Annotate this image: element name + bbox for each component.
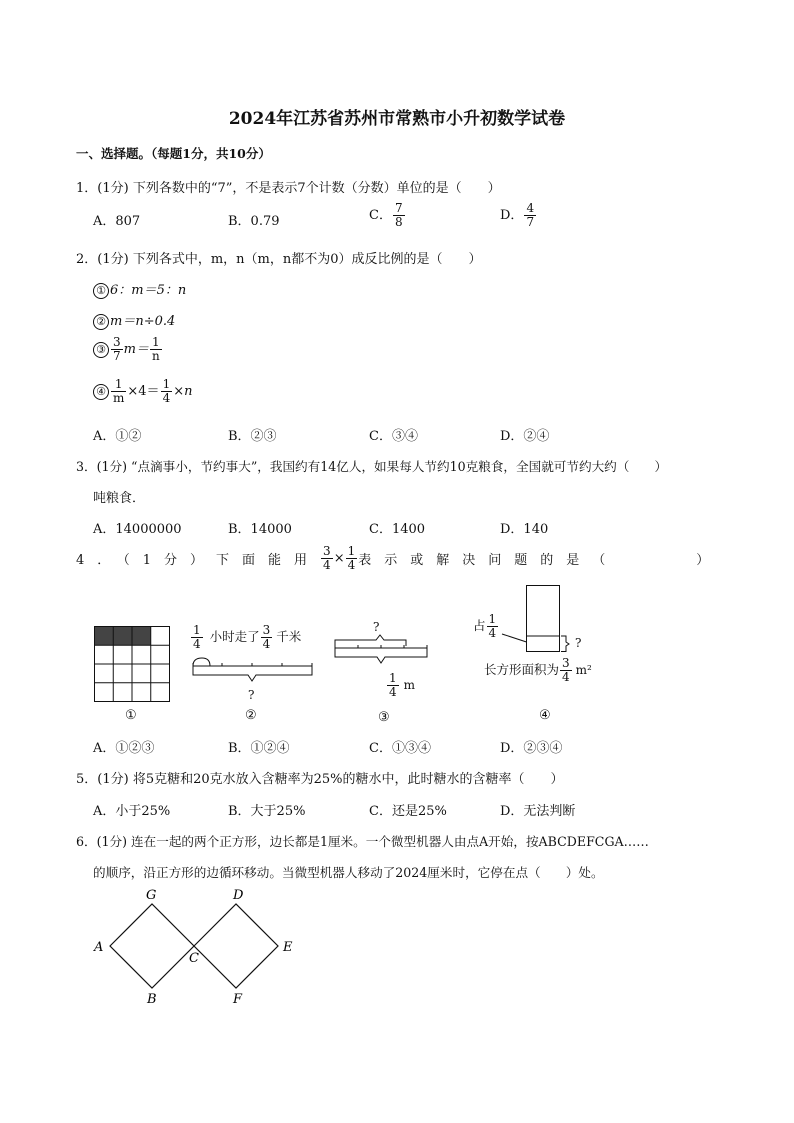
- point-a-label: A: [94, 940, 104, 955]
- question-4-stem: 4．（1分）下面能用 $\frac{3}{4}$ × $\frac{1}{4}$ 表示或解决问题的是（ ）: [76, 544, 723, 572]
- q2-option-a: A．①②: [93, 429, 142, 444]
- q4-option-a: A．①②③: [93, 741, 155, 756]
- page-title: 2024年江苏省苏州市常熟市小升初数学试卷: [228, 109, 566, 129]
- q2-option-d: D．②④: [500, 429, 550, 444]
- q4-fig4-label: 占 $\frac{1}{4}$: [473, 612, 497, 640]
- q1-option-d: D． $\frac{4}{7}$: [500, 201, 535, 229]
- q4-label-2: ②: [245, 708, 257, 723]
- q1-option-a: A．807: [93, 214, 141, 229]
- point-c-label: C: [189, 951, 199, 966]
- point-d-label: D: [233, 888, 244, 903]
- q4-fig3-caption: $\frac{1}{4}$ m: [389, 671, 416, 699]
- q4-option-c: C．①③④: [369, 741, 431, 756]
- q5-option-a: A．小于25%: [93, 804, 171, 819]
- q2-item-4: ④ $\frac{1}{m}$ ×4＝ $\frac{1}{4}$ ×n: [93, 378, 192, 405]
- question-6-stem: 6．(1分) 连在一起的两个正方形，边长都是1厘米。一个微型机器人由点A开始，按ABCDEFCGA……: [76, 834, 649, 849]
- question-3-stem: 3．(1分) “点滴事小，节约事大”，我国约有14亿人，如果每人节约10克粮食，全国就可节约大约（ ）: [76, 459, 668, 474]
- point-g-label: G: [146, 888, 157, 903]
- q5-option-c: C．还是25%: [369, 804, 447, 819]
- q4-label-3: ③: [378, 710, 390, 725]
- q2-option-b: B．②③: [228, 429, 277, 444]
- q3-option-d: D．140: [500, 522, 549, 537]
- q4-fig2-question: ?: [248, 688, 255, 702]
- q4-fig4-question: ?: [575, 636, 582, 650]
- q4-figure-2-segment: [190, 655, 315, 685]
- question-3-stem-cont: 吨粮食．: [93, 491, 146, 506]
- question-6-stem-cont: 的顺序，沿正方形的边循环移动。当微型机器人移动了2024厘米时，它停在点（ ）处。: [93, 865, 604, 880]
- section-heading: 一、选择题。（每题1分，共10分）: [76, 146, 271, 161]
- q4-option-d: D．②③④: [500, 741, 563, 756]
- q2-item-1: ① 6：m＝5：n: [93, 279, 186, 299]
- q2-item-2: ② m＝n÷0.4: [93, 310, 175, 330]
- q5-option-b: B．大于25%: [228, 804, 306, 819]
- q4-label-1: ①: [125, 708, 137, 723]
- q4-figure-3-segment: [332, 634, 430, 668]
- point-e-label: E: [283, 940, 293, 955]
- question-2-stem: 2．(1分) 下列各式中，m，n（m，n都不为0）成反比例的是（ ）: [76, 252, 482, 267]
- q4-option-b: B．①②④: [228, 741, 290, 756]
- q2-option-c: C．③④: [369, 429, 418, 444]
- q3-option-a: A．14000000: [93, 522, 182, 537]
- q3-option-b: B．14000: [228, 522, 292, 537]
- q4-fig4-area-caption: 长方形面积为 $\frac{3}{4}$ m²: [484, 656, 592, 684]
- q2-item-3: ③ $\frac{3}{7}$ m＝ $\frac{1}{n}$: [93, 336, 163, 363]
- q4-fig3-question: ?: [373, 620, 380, 634]
- q4-figure-2-caption: $\frac{1}{4}$ 小时走了 $\frac{3}{4}$ 千米: [193, 623, 302, 651]
- point-b-label: B: [147, 992, 157, 1007]
- q6-figure-squares: [90, 884, 305, 1009]
- q3-option-c: C．1400: [369, 522, 426, 537]
- q1-option-b: B．0.79: [228, 214, 280, 229]
- q4-figure-1-grid: [94, 626, 170, 702]
- q4-label-4: ④: [539, 708, 551, 723]
- question-5-stem: 5．(1分) 将5克糖和20克水放入含糖率为25%的糖水中，此时糖水的含糖率（ ）: [76, 772, 564, 787]
- q5-option-d: D．无法判断: [500, 804, 576, 819]
- q1-option-c: C． $\frac{7}{8}$: [369, 201, 403, 229]
- point-f-label: F: [233, 992, 243, 1007]
- question-1-stem: 1．(1分) 下列各数中的“7”，不是表示7个计数（分数）单位的是（ ）: [76, 181, 501, 196]
